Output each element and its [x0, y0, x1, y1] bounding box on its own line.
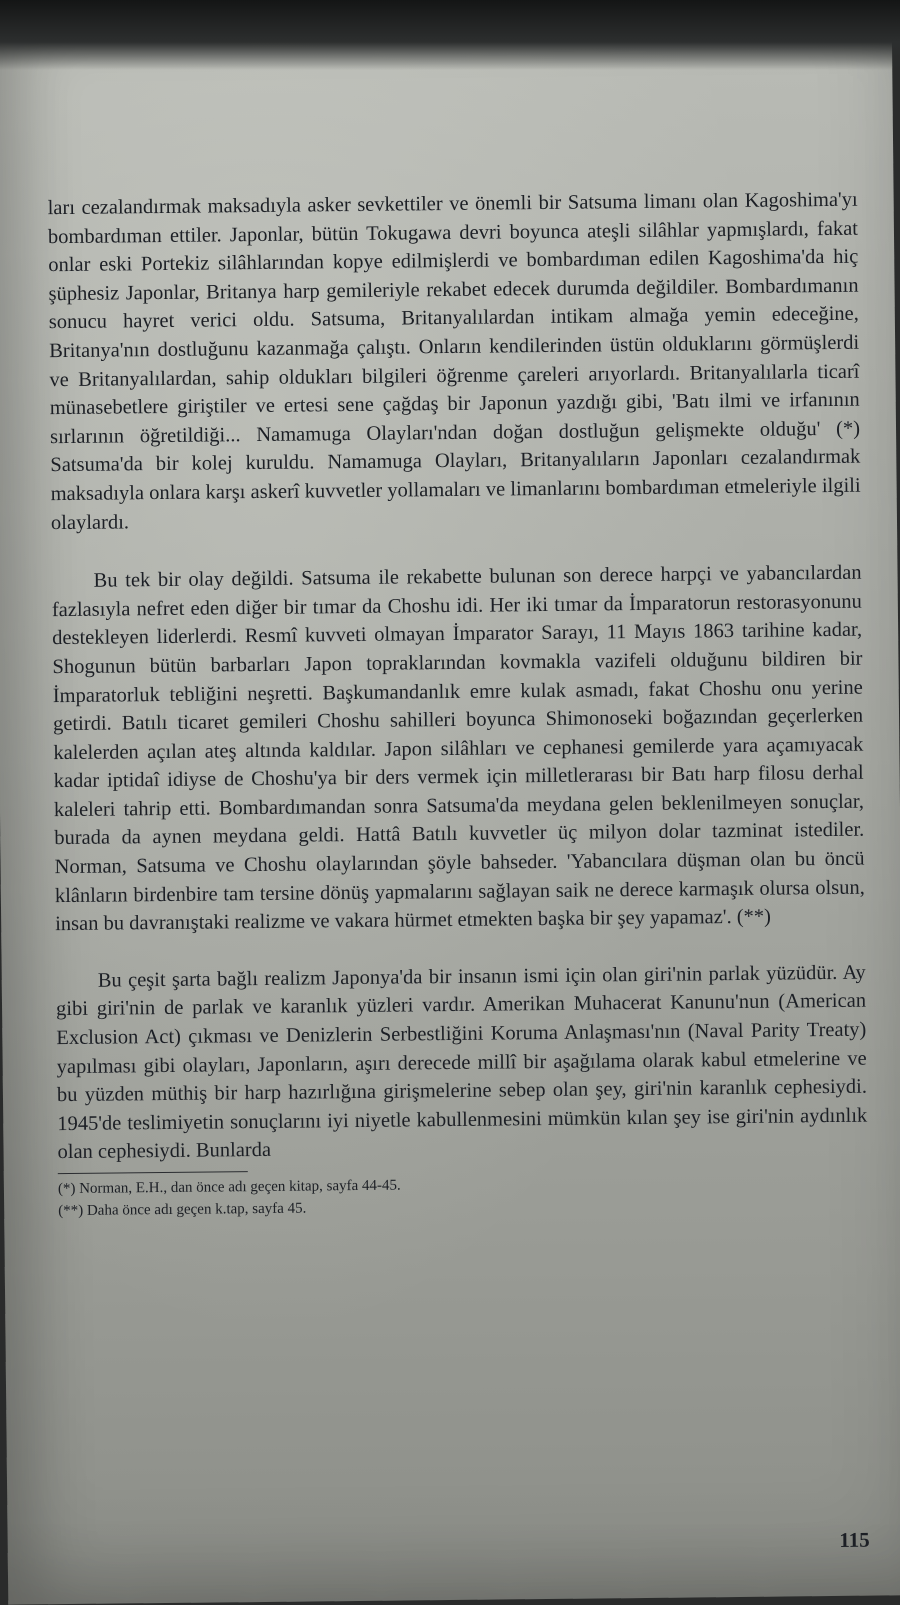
- paragraph-1: ları cezalandırmak maksadıyla asker sevkettiler ve önemli bir Satsuma limanı olan Kagoshima'yı bombardıman ettiler. Japonlar, bütün Tokugawa devri boyunca ateşli silâhlar yapmışlardı, fakat onlar eski Portekiz silâhlarından kopye edilmişlerdi ve bombardıman edilen Kagoshima'da hiç şüphesiz Japonlar, Britanya harp gemileriyle rekabet edecek durumda değildiler. Bombardımanın sonucu hayret verici oldu. Satsuma, Britanyalılardan intikam almağa yemin edeceğine, Britanya'nın dostluğunu kazanmağa çalıştı. Onların kendilerinden üstün olduklarını görmüşlerdi ve Britanyalılardan, sahip oldukları bilgileri öğrenme çareleri arıyorlardı. Britanyalılarla ticarî münasebetlere giriştiler ve ertesi sene çağdaş bir Japonun yazdığı gibi, 'Batı ilmi ve irfanının sırlarının öğretildiği... Namamuga Olayları'ndan doğan dostluğun gelişmekte olduğu' (*) Satsuma'da bir kolej kuruldu. Namamuga Olayları, Britanyalıların Japonları cezalandırmak maksadıyla onlara karşı askerî kuvvetler yollamaları ve limanlarını bombardıman etmeleriyle ilgili olaylardı.: [47, 188, 861, 534]
- footnote-divider: [58, 1171, 248, 1174]
- paragraph-3: Bu çeşit şarta bağlı realizm Japonya'da bir insanın ismi için olan giri'nin parlak yüzüdür. Ay gibi giri'nin de parlak ve karanlık yüzleri vardır. Amerikan Muhacerat Kanunu'nun (American Exclusion Act) çıkması ve Denizlerin Serbestliğini Koruma Anlaşması'nın (Naval Parity Treaty) yapılması gibi olayları, Japonların, aşırı derecede millî bir aşağılama olarak kabul etmelerine ve bu yüzden müthiş bir harp hazırlığına girişmelerine sebep olan şey, giri'nin karanlık cephesiydi. 1945'de teslimiyetin sonuçlarını iyi niyetle kabullenmesini mümkün kılan şey ise giri'nin aydınlık olan cephesiydi. Bunlarda: [55, 961, 868, 1164]
- footnotes: [58, 1170, 868, 1222]
- paragraph-2: Bu tek bir olay değildi. Satsuma ile rekabette bulunan son derece harpçi ve yabancılardan fazlasıyla nefret eden diğer bir tımar da Choshu idi. Her iki tımar da İmparatorun restorasyonunu destekleyen liderlerdi. Resmî kuvveti olmayan İmparator Sarayı, 11 Mayıs 1863 tarihine kadar, Shogunun bütün barbarları Japon topraklarından kovmakla vazifeli olduğunu bildiren bir İmparatorluk tebliğini neşretti. Başkumandanlık emre kulak asmadı, fakat Choshu onu yerine getirdi. Batılı ticaret gemileri Choshu sahilleri boyunca Shimonoseki boğazından geçerlerken kalelerden açılan ateş altında kaldılar. Japon silâhları ve cephanesi gemilerde yara açamıyacak kadar iptidaî idiyse de Choshu'ya bir ders vermek için milletlerarası bir Batı harp filosu derhal kaleleri tahrip etti. Bombardımandan sonra Satsuma'da meydana gelen beklenilmeyen sonuçlar, burada da aynen meydana geldi. Hattâ Batılı kuvvetler üç milyon dolar tazminat istediler. Norman, Satsuma ve Choshu olaylarından şöyle bahseder. 'Yabancılara düşman olan bu öncü klânların birdenbire tam tersine dönüş yapmalarını sağlayan saik ne derece karmaşık olursa olsun, insan bu davranıştaki realizme ve vakara hürmet etmekten başka bir şey yapamaz'. (**): [51, 561, 865, 936]
- book-page: [0, 15, 900, 1604]
- footnote-1: (*) Norman, E.H., dan önce adı geçen kitap, sayfa 44-45.: [57, 1177, 401, 1198]
- page-body: [48, 186, 869, 1222]
- footnote-2: (**) Daha önce adı geçen k.tap, sayfa 45.: [58, 1200, 307, 1220]
- page-number: 115: [839, 1527, 870, 1552]
